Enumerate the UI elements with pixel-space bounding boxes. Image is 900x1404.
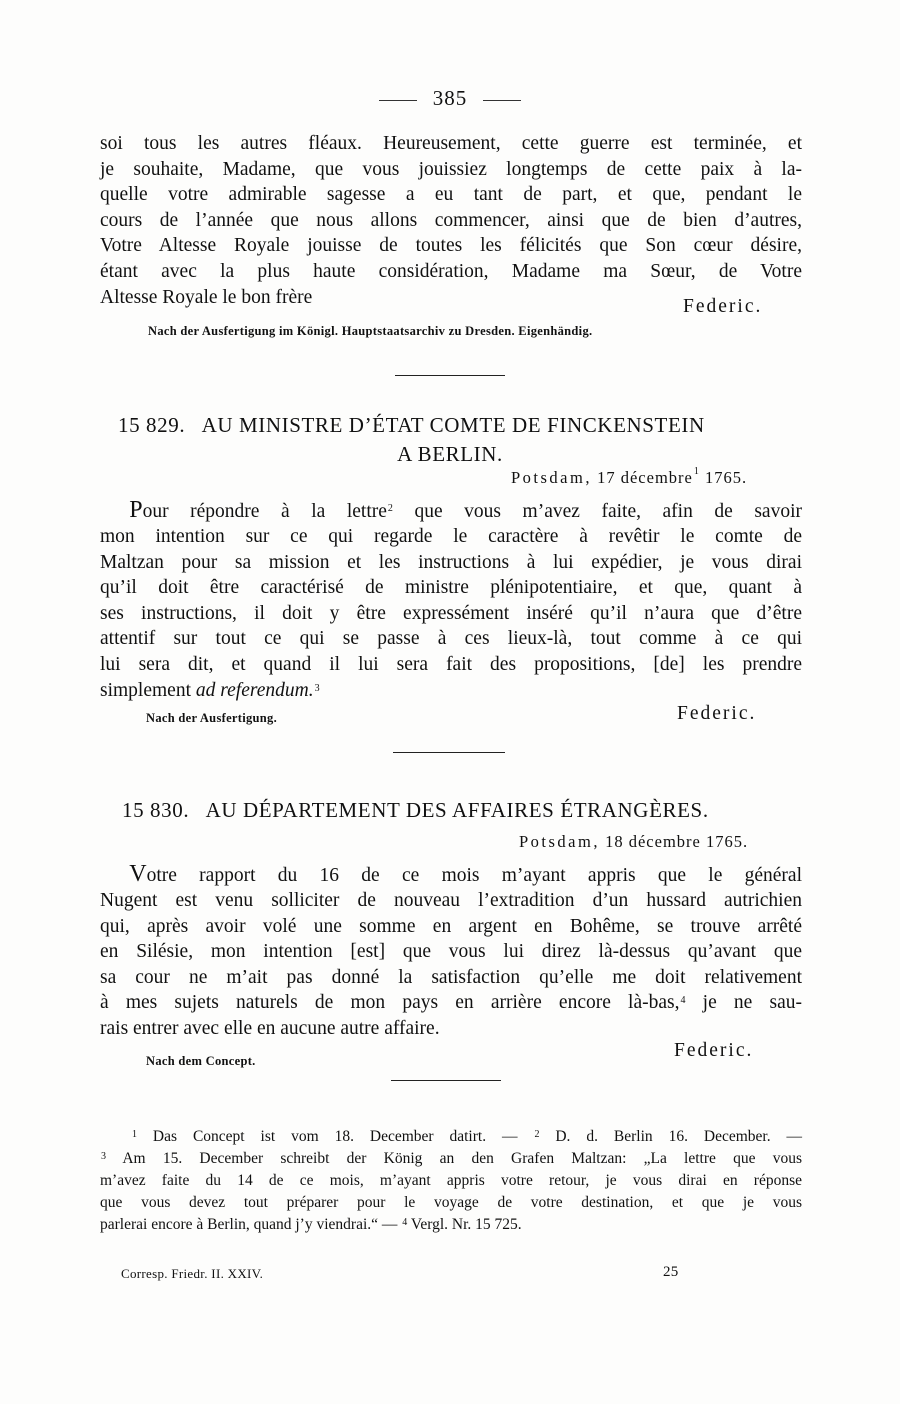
separator-rule: [391, 1080, 501, 1081]
separator-rule: [393, 752, 505, 753]
letter-15829-place-date: [511, 468, 747, 488]
footnote-text: D. d. Berlin 16. December. —: [539, 1128, 802, 1145]
body-line: Maltzan pour sa mission et les instructions à lui expédier, je vous dirai: [100, 551, 802, 573]
body-line: attentif sur tout ce qui se passe à ces lieux-là, tout comme à ce qui: [100, 628, 802, 650]
dash-left: [379, 100, 417, 101]
intro-line: Altesse Royale le bon frère: [100, 286, 313, 308]
initial-capital: P: [129, 497, 143, 523]
year: 1765.: [704, 468, 748, 487]
footnote-text: parlerai encore à Berlin, quand j’y viendrai.“ —: [100, 1216, 402, 1233]
page-number: [0, 86, 900, 111]
footer-volume: Corresp. Friedr. II. XXIV.: [121, 1266, 264, 1281]
letter-15830-place-date: [519, 832, 748, 852]
separator-rule: [395, 375, 505, 376]
place: Potsdam,: [511, 468, 592, 487]
body-line: qui, après avoir volé une somme en argent en Bohême, se trouve arrêté: [100, 915, 802, 937]
footnote-text: Vergl. Nr. 15 725.: [407, 1216, 522, 1233]
letter-number: 15 829.: [118, 413, 186, 437]
letter-15829-body: [100, 497, 802, 703]
footnote-line: que vous devez tout préparer pour le voyage de votre destination, et que je vous: [100, 1194, 802, 1211]
letter-heading-line: AU DÉPARTEMENT DES AFFAIRES ÉTRANGÈRES.: [205, 798, 709, 822]
body-text: otre rapport du 16 de ce mois m’ayant appris que le général: [146, 865, 802, 886]
footnote-ref: 1: [693, 466, 700, 477]
footnote-marker: 1: [132, 1129, 137, 1140]
footer-signature-mark: 25: [663, 1264, 679, 1280]
footnote-text: Das Concept ist vom 18. December datirt. —: [137, 1128, 534, 1145]
body-line: sa cour ne m’ait pas donné la satisfaction qu’elle me doit relativement: [100, 966, 802, 988]
initial-capital: V: [129, 861, 147, 887]
footnote-ref: 4: [680, 995, 686, 1007]
letter-number: 15 830.: [122, 798, 190, 822]
body-line: ses instructions, il doit y être expressément inséré qu’il n’aura que d’être: [100, 602, 802, 624]
body-text: je ne sau-: [685, 992, 802, 1014]
body-line: [100, 497, 802, 524]
body-text: our répondre à la lettre: [142, 501, 387, 522]
intro-line: quelle votre admirable sagesse a eu tant de part, et que, pendant le: [100, 184, 802, 206]
body-line: en Silésie, mon intention [est] que vous lui direz là-dessus qu’avant que: [100, 941, 802, 963]
letter-15830-heading: [122, 798, 709, 823]
letter-15829-signature: Federic.: [677, 703, 757, 724]
footnote-marker: 3: [101, 1151, 106, 1162]
body-text: que vous m’avez faite, afin de savoir: [392, 501, 802, 522]
body-line: [100, 678, 802, 704]
body-line: [100, 990, 802, 1016]
letter-heading-line: AU MINISTRE D’ÉTAT COMTE DE FINCKENSTEIN: [201, 413, 705, 437]
footnote-line: [100, 1148, 802, 1170]
body-line: rais entrer avec elle en aucune autre affaire.: [100, 1017, 440, 1039]
body-line: mon intention sur ce qui regarde le caractère à revêtir le comte de: [100, 526, 802, 547]
footnote-text: Am 15. December schreibt der König an den Grafen Maltzan: „La lettre que vous: [106, 1150, 802, 1167]
body-line: [100, 861, 802, 888]
date: 18 décembre 1765.: [605, 832, 749, 851]
intro-source-note: Nach der Ausfertigung im Königl. Hauptstaatsarchiv zu Dresden. Eigenhändig.: [148, 324, 593, 338]
footnote-line: [100, 1126, 802, 1148]
body-text: à mes sujets naturels de mon pays en arrière encore là-bas,: [100, 992, 680, 1014]
footnote-line: [100, 1214, 802, 1236]
intro-paragraph: [100, 131, 802, 310]
letter-15830-body: [100, 861, 802, 1042]
letter-15829-source-note: Nach der Ausfertigung.: [146, 711, 278, 725]
body-text: simplement: [100, 679, 196, 701]
date: 17 décembre: [597, 468, 693, 487]
footnote-ref: 2: [387, 503, 393, 514]
body-line: qu’il doit être caractérisé de ministre plénipotentiaire, et que, quant à: [100, 577, 802, 599]
page-number-text: 385: [432, 86, 468, 110]
intro-line: je souhaite, Madame, que vous jouissiez longtemps de cette paix à la-: [100, 158, 802, 180]
footnote-marker: 2: [534, 1129, 540, 1140]
footnote-marker: 4: [402, 1217, 408, 1228]
intro-line: cours de l’année que nous allons commencer, ainsi que de bien d’autres,: [100, 209, 802, 231]
place: Potsdam,: [519, 832, 600, 851]
footnote-ref: 3: [314, 682, 320, 694]
intro-line: soi tous les autres fléaux. Heureusement, cette guerre est terminée, et: [100, 133, 802, 154]
intro-signature: Federic.: [683, 296, 763, 317]
footnote-line: m’avez faite du 14 de ce mois, m’ayant appris votre retour, je vous dirai en réponse: [100, 1172, 802, 1189]
letter-heading-line2: A BERLIN.: [397, 442, 503, 466]
body-line: lui sera dit, et quand il lui sera fait des propositions, [de] les prendre: [100, 653, 802, 675]
letter-15830-signature: Federic.: [674, 1040, 754, 1061]
intro-line: étant avec la plus haute considération, Madame ma Sœur, de Votre: [100, 260, 802, 282]
italic-phrase: ad referendum.: [195, 679, 314, 701]
body-line: Nugent est venu solliciter de nouveau l’extradition d’un hussard autrichien: [100, 890, 802, 911]
dash-right: [483, 100, 521, 101]
footnotes: [100, 1126, 802, 1236]
letter-15830-source-note: Nach dem Concept.: [146, 1054, 256, 1068]
letter-15829-heading: [118, 413, 705, 438]
intro-line: Votre Altesse Royale jouisse de toutes les félicités que Son cœur désire,: [100, 235, 802, 257]
